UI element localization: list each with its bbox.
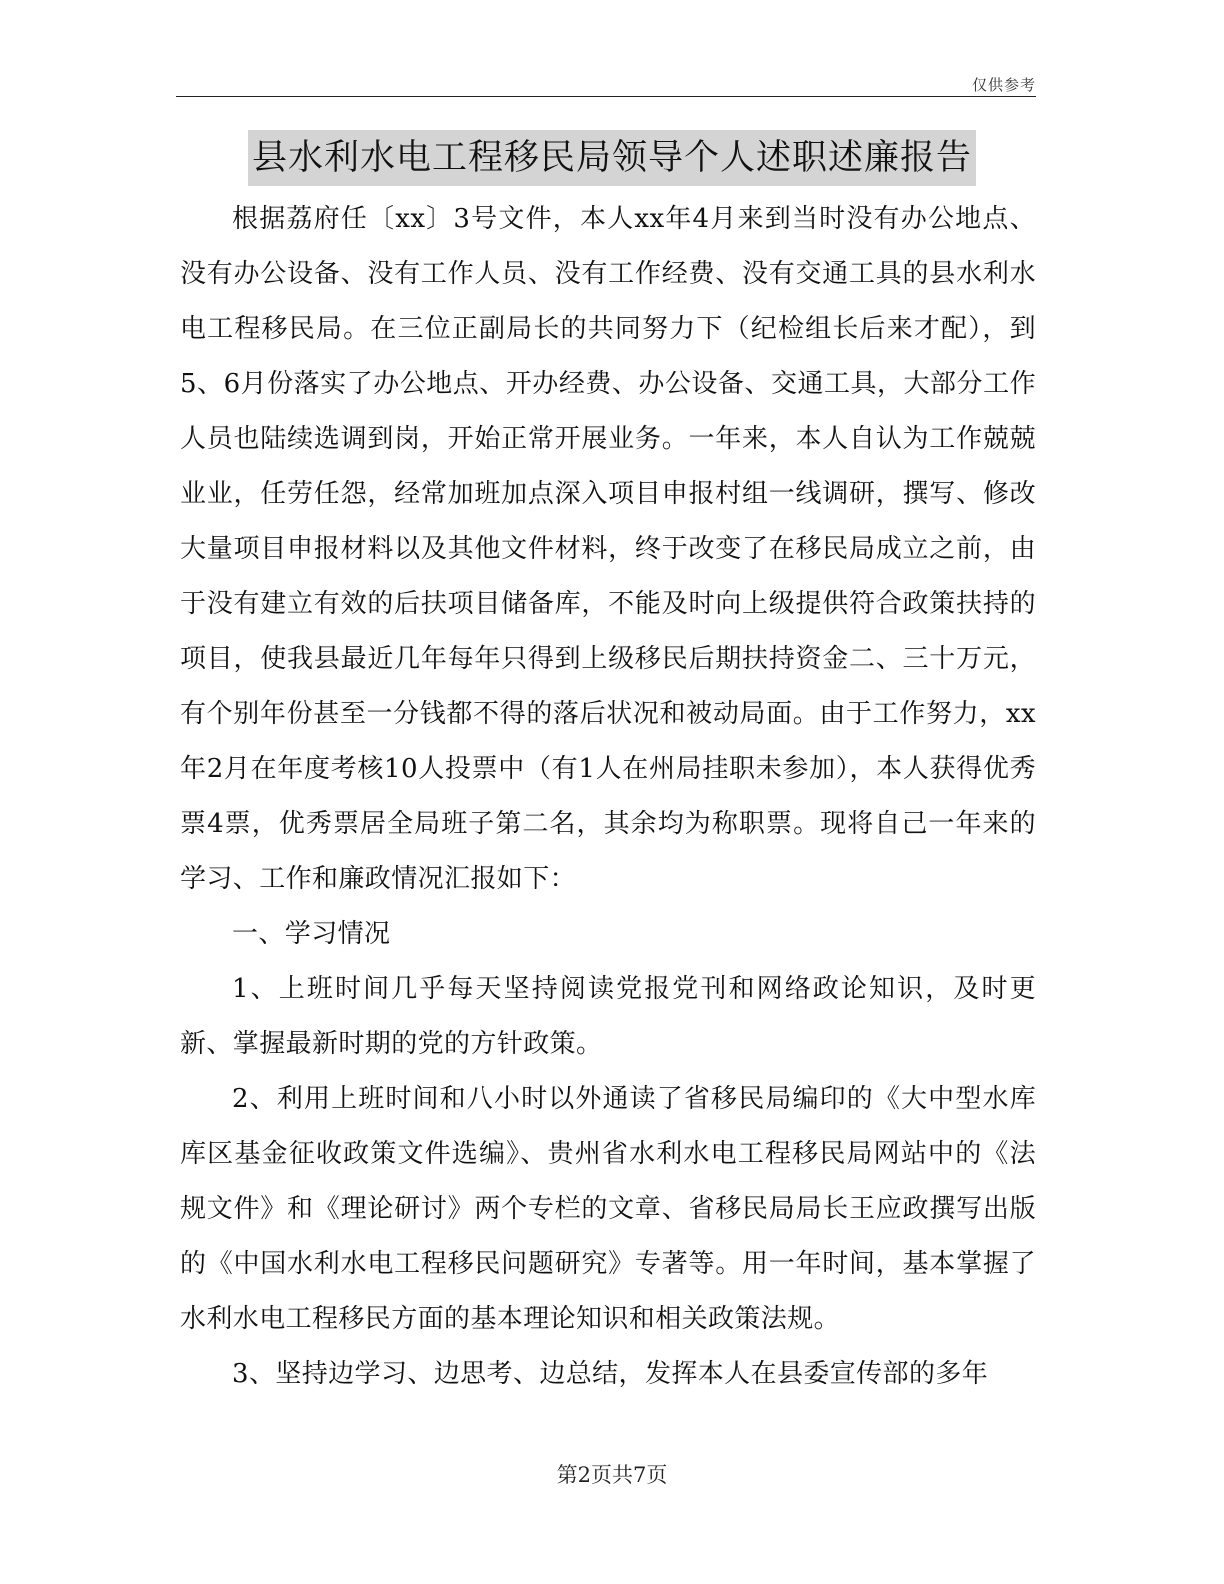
page-number: 第2页共7页 [556, 1463, 668, 1487]
header-divider [176, 96, 1036, 97]
header-note: 仅供参考 [971, 76, 1036, 94]
title-container [0, 130, 1224, 186]
document-title: 县水利水电工程移民局领导个人述职述廉报告 [248, 130, 976, 186]
paragraph-intro: 根据荔府任〔xx〕3号文件，本人xx年4月来到当时没有办公地点、没有办公设备、没有工作人员、没有工作经费、没有交通工具的县水利水电工程移民局。在三位正副局长的共同努力下（纪检组长后来才配），到5、6月份落实了办公地点、开办经费、办公设备、交通工具，大部分工作人员也陆续选调到岗，开始正常开展业务。一年来，本人自认为工作兢兢业业，任劳任怨，经常加班加点深入项目申报村组一线调研，撰写、修改大量项目申报材料以及其他文件材料，终于改变了在移民局成立之前，由于没有建立有效的后扶项目储备库，不能及时向上级提供符合政策扶持的项目，使我县最近几年每年只得到上级移民后期扶持资金二、三十万元，有个别年份甚至一分钱都不得的落后状况和被动局面。由于工作努力，xx年2月在年度考核10人投票中（有1人在州局挂职未参加），本人获得优秀票4票，优秀票居全局班子第二名，其余均为称职票。现将自己一年来的学习、工作和廉政情况汇报如下： [180, 204, 1036, 894]
paragraph-item-3: 3、坚持边学习、边思考、边总结，发挥本人在县委宣传部的多年 [232, 1359, 989, 1389]
paragraph-item-2: 2、利用上班时间和八小时以外通读了省移民局编印的《大中型水库库区基金征收政策文件选编》、贵州省水利水电工程移民局网站中的《法规文件》和《理论研讨》两个专栏的文章、省移民局局长王应政撰写出版的《中国水利水电工程移民问题研究》专著等。用一年时间，基本掌握了水利水电工程移民方面的基本理论知识和相关政策法规。 [180, 1084, 1036, 1334]
paragraph-item-1: 1、上班时间几乎每天坚持阅读党报党刊和网络政论知识，及时更新、掌握最新时期的党的方针政策。 [180, 974, 1036, 1059]
section-heading-study: 一、学习情况 [232, 919, 391, 949]
document-body [180, 192, 1036, 1402]
